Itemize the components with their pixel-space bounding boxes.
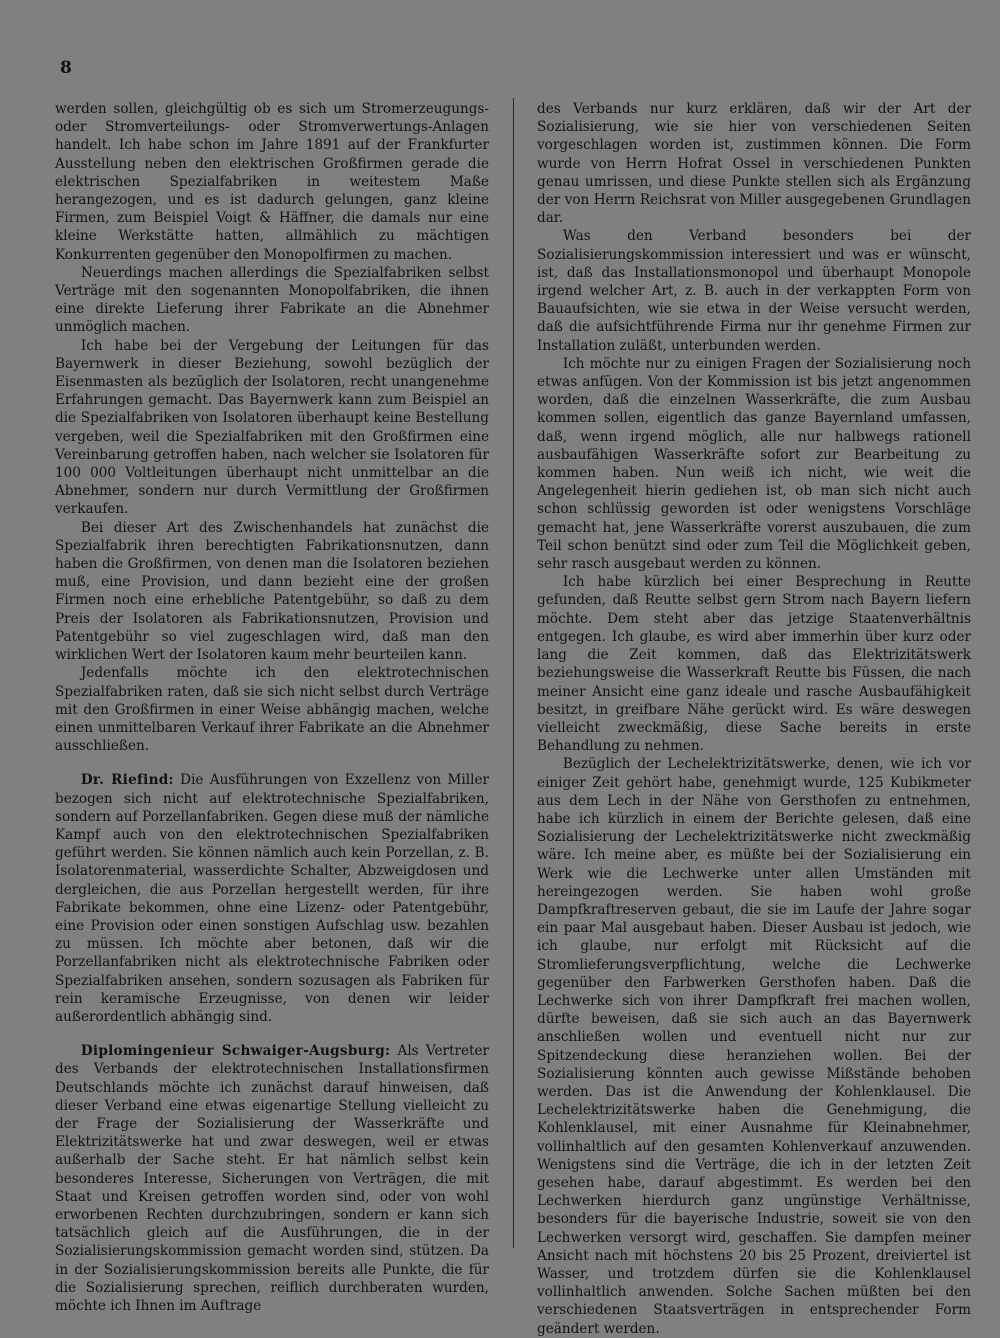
speech-paragraph xyxy=(55,1042,489,1315)
speaker-name: Dr. Riefind: xyxy=(80,772,174,789)
paragraph-text: Bei dieser Art des Zwischenhandels hat zunächst die Spezialfabrik ihren berechtigten Fabrikationsnutzen, dann haben die Großfirmen, von denen man die Isolatoren beziehen muß, eine Provision, und dann bezieht eine der großen Firmen noch eine erhebliche Patentgebühr, so daß zu dem Preis der Isolatoren als Fabrikationsnutzen, Provision und Patentgebühr so viel zugeschlagen wird, daß man den wirklichen Wert der Isolatoren kaum mehr beurteilen kann. xyxy=(55,519,489,664)
paragraph-continued xyxy=(537,100,971,227)
paragraph xyxy=(55,264,489,337)
left-column xyxy=(55,100,489,1315)
paragraph-text: Jedenfalls möchte ich den elektrotechnischen Spezialfabriken raten, daß sie sich nicht selbst durch Verträge mit den Großfirmen in einer Weise abhängig machen, welche einen unmittelbaren Verkauf ihrer Fabrikate an die Abnehmer ausschließen. xyxy=(55,665,489,755)
paragraph-text: Als Vertreter des Verbands der elektrotechnischen Installationsfirmen Deutschlands möchte ich zunächst darauf hinweisen, daß dieser Verband eine etwas eigenartige Stellung vielleicht zu der Frage der Sozialisierung der Wasserkräfte und Elektrizitätswerke hat und zwar deswegen, weil er etwas außerhalb der Sache steht. Er hat nämlich selbst kein besonderes Interesse, Sicherungen von Verträgen, die mit Staat und Kreisen getroffen worden sind, oder von wohl erworbenen Rechten durchzubringen, sondern er kann sich tatsächlich gleich auf die Ausführungen, die in der Sozialisierungskommission gemacht worden sind, stützen. Da in der Sozialisierungskommission bereits alle Punkte, die für die Sozialisierung sprechen, reiflich durchberaten wurden, möchte ich Ihnen im Auftrage xyxy=(55,1043,490,1314)
column-divider xyxy=(513,98,514,1248)
right-column xyxy=(537,100,971,1338)
paragraph xyxy=(537,355,971,573)
paragraph-text: Was den Verband besonders bei der Sozialisierungskommission interessiert und was er wünscht, ist, daß das Installationsmonopol und überhaupt Monopole irgend welcher Art, z. B. auch in der verkappten Form von Bauaufsichten, wie sie etwa in der Weise versucht werden, daß die aufsichtführende Firma nur ihr genehme Firmen zur Installation zuläßt, unterbunden werden. xyxy=(537,228,971,354)
page-number: 8 xyxy=(60,58,72,78)
paragraph-text: Bezüglich der Lechelektrizitätswerke, denen, wie ich vor einiger Zeit gehört habe, genehmigt wurde, 125 Kubikmeter aus dem Lech in der Nähe von Gersthofen zu entnehmen, habe ich kürzlich in einem der Berichte gelesen, daß eine Sozialisierung der Lechelektrizitätswerke nicht zweckmäßig wäre. Ich meine aber, es müßte bei der Sozialisierung ein Werk wie die Lechwerke unter allen Umständen mit hereingezogen werden. Sie haben wohl große Dampfkraftreserven gebaut, die sie im Laufe der Jahre sogar ein paar Mal ausgebaut haben. Dieser Ausbau ist jedoch, wie ich glaube, nur erfolgt mit Rücksicht auf die Stromlieferungsverpflichtung, welche die Lechwerke gegenüber den Farbwerken Gersthofen haben. Daß die Lechwerke sich von ihrer Dampfkraft frei machen wollen, dürfte beweisen, daß sie sich auch an das Bayernwerk anschließen wollen und eventuell nicht nur zur Spitzendeckung diese heranziehen wollen. Bei der Sozialisierung könnten auch gewisse Mißstände behoben werden. Das ist die Anwendung der Kohlenklausel. Die Lechelektrizitätswerke haben die Genehmigung, die Kohlenklausel, mit einer Ausnahme für Kleinabnehmer, vollinhaltlich auf den gesamten Kohlenverkauf anzuwenden. Wenigstens sind die Verträge, die ich in der letzten Zeit gesehen habe, darauf abgestimmt. Es werden bei den Lechwerken hierdurch ganz ungünstige Verhältnisse, besonders für die bayerische Industrie, soweit sie von den Lechwerken versorgt wird, geschaffen. Sie dampfen meiner Ansicht nach mit höchstens 20 bis 25 Prozent, dreiviertel ist Wasser, und trotzdem dürfen sie die Kohlenklausel vollinhaltlich anwenden. Solche Sachen müßten bei den verschiedenen Staatsverträgen in entsprechender Form geändert werden. xyxy=(537,756,971,1337)
paragraph xyxy=(55,664,489,755)
paragraph xyxy=(537,227,971,354)
speech-paragraph xyxy=(55,771,489,1026)
paragraph-text: Ich habe bei der Vergebung der Leitungen für das Bayernwerk in dieser Beziehung, sowohl bezüglich der Eisenmasten als bezüglich der Isolatoren, recht unangenehme Erfahrungen gemacht. Das Bayernwerk kann zum Beispiel an die Spezialfabriken von Isolatoren überhaupt keine Bestellung vergeben, weil die Spezialfabriken mit den Großfirmen eine Vereinbarung getroffen haben, nach welcher sie Isolatoren für 100 000 Voltleitungen überhaupt nicht unmittelbar an die Abnehmer, sondern nur durch Vermittlung der Großfirmen verkaufen. xyxy=(55,337,489,518)
paragraph-text: werden sollen, gleichgültig ob es sich um Stromerzeugungs- oder Stromverteilungs- oder Stromverwertungs-Anlagen handelt. Ich habe schon im Jahre 1891 auf der Frankfurter Ausstellung neben den elektrischen Großfirmen gerade die elektrischen Spezialfabriken in weitestem Maße herangezogen, und es ist dadurch gelungen, ganz kleine Firmen, zum Beispiel Voigt & Häffner, die damals nur eine kleine Werkstätte hatten, allmählich zu mächtigen Konkurrenten gegenüber den Monopolfirmen zu machen. xyxy=(55,101,489,263)
paragraph xyxy=(55,519,489,665)
paragraph xyxy=(537,755,971,1338)
paragraph-continued xyxy=(55,100,489,264)
paragraph-text: Ich habe kürzlich bei einer Besprechung in Reutte gefunden, daß Reutte selbst gern Strom nach Bayern liefern möchte. Dem steht aber das jetzige Staatenverhältnis entgegen. Ich glaube, es wird aber immerhin über kurz oder lang die Zeit kommen, daß das Elektrizitätswerk beziehungsweise die Wasserkraft Reutte bis Füssen, die nach meiner Ansicht eine ganz ideale und rasche Ausbaufähigkeit besitzt, in greifbare Nähe gerückt wird. Es wäre deswegen vielleicht zweckmäßig, diese Sache bereits in erste Behandlung zu nehmen. xyxy=(537,574,971,755)
speaker-name: Diplomingenieur Schwaiger-Augsburg: xyxy=(80,1043,391,1060)
paragraph-text: Die Ausführungen von Exzellenz von Miller bezogen sich nicht auf elektrotechnische Spezialfabriken, sondern auf Porzellanfabriken. Gegen diese muß der nämliche Kampf auch von den elektrotechnischen Spezialfabriken geführt werden. Sie können nämlich auch kein Porzellan, z. B. Isolatorenmaterial, wasserdichte Schalter, Abzweigdosen und dergleichen, die aus Porzellan hergestellt werden, für ihre Fabrikate bekommen, ohne eine Lizenz- oder Patentgebühr, eine Provision oder einen sonstigen Aufschlag usw. bezahlen zu müssen. Ich möchte aber betonen, daß wir die Porzellanfabriken nicht als elektrotechnische Fabriken oder Spezialfabriken ansehen, sondern sozusagen als Fabriken für rein keramische Erzeugnisse, von denen wir leider außerordentlich abhängig sind. xyxy=(55,772,489,1025)
paragraph xyxy=(537,573,971,755)
paragraph-text: Ich möchte nur zu einigen Fragen der Sozialisierung noch etwas anfügen. Von der Kommission ist bis jetzt angenommen worden, daß die einzelnen Wasserkräfte, die zum Ausbau kommen sollen, eigentlich das ganze Bayernland umfassen, daß, wenn irgend möglich, alle nur halbwegs rationell ausbaufähigen Wasserkräfte sofort zur Bearbeitung zu kommen haben. Nun weiß ich nicht, wie weit die Angelegenheit hierin gediehen ist, ob man sich nicht auch schon schlüssig geworden ist oder wenigstens Vorschläge gemacht hat, jene Wasserkräfte vorerst auszubauen, die zum Teil schon benützt sind oder zum Teil die Möglichkeit geben, sehr rasch ausgebaut werden zu können. xyxy=(537,355,971,573)
paragraph-text: Neuerdings machen allerdings die Spezialfabriken selbst Verträge mit den sogenannten Monopolfabriken, die ihnen eine direkte Lieferung ihrer Fabrikate an die Abnehmer unmöglich machen. xyxy=(55,264,489,336)
paragraph xyxy=(55,337,489,519)
paragraph-text: des Verbands nur kurz erklären, daß wir der Art der Sozialisierung, wie sie hier von verschiedenen Seiten vorgeschlagen worden ist, zustimmen können. Die Form wurde von Herrn Hofrat Ossel in verschiedenen Punkten genau umrissen, und diese Punkte stellen sich als Ergänzung der von Herrn Reichsrat von Miller ausgegebenen Grundlagen dar. xyxy=(537,101,971,227)
